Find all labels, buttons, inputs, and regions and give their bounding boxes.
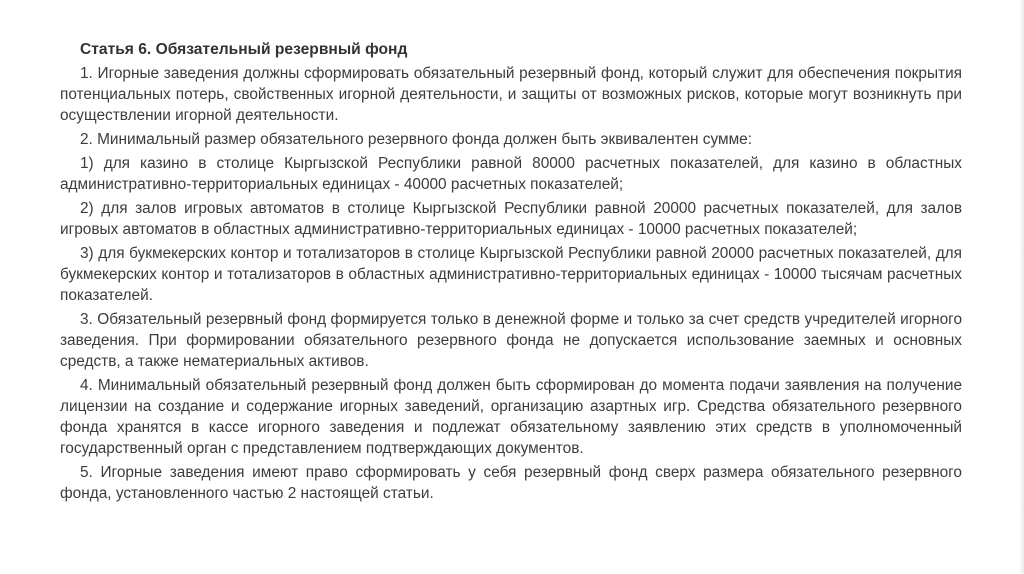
paragraph-2-item-2: 2) для залов игровых автоматов в столице Кыргызской Республики равной 20000 расчетных показателей, для залов игровых автоматов в областных административно-территориальных единицах - 10000 расчетных показателей;	[60, 200, 962, 238]
paragraph-3: 3. Обязательный резервный фонд формируется только в денежной форме и только за счет средств учредителей игорного заведения. При формировании обязательного резервного фонда не допускается использование заемных и основных средств, а также нематериальных активов.	[60, 311, 962, 370]
paragraph-1: 1. Игорные заведения должны сформировать обязательный резервный фонд, который служит для обеспечения покрытия потенциальных потерь, свойственных игорной деятельности, и защиты от возможных рисков, которые могут возникнуть при осуществлении игорной деятельности.	[60, 65, 962, 124]
document-body	[60, 39, 962, 507]
paragraph-2: 2. Минимальный размер обязательного резервного фонда должен быть эквивалентен сумме:	[80, 131, 753, 148]
paragraph-4: 4. Минимальный обязательный резервный фонд должен быть сформирован до момента подачи заявления на получение лицензии на создание и содержание игорных заведений, организацию азартных игр. Средства обязательного резервного фонда хранятся в кассе игорного заведения и подлежат обязательному заявлению этих средств в уполномоченный государственный орган с представлением подтверждающих документов.	[60, 377, 962, 457]
page-edge-shadow	[1019, 0, 1024, 574]
paragraph-2-item-1: 1) для казино в столице Кыргызской Республики равной 80000 расчетных показателей, для казино в областных административно-территориальных единицах - 40000 расчетных показателей;	[60, 155, 962, 193]
paragraph-2-item-3: 3) для букмекерских контор и тотализаторов в столице Кыргызской Республики равной 20000 расчетных показателей, для букмекерских контор и тотализаторов в областных административно-территориальных единицах - 10000 тысячам расчетных показателей.	[60, 245, 962, 304]
article-title: Статья 6. Обязательный резервный фонд	[80, 41, 408, 58]
paragraph-5: 5. Игорные заведения имеют право сформировать у себя резервный фонд сверх размера обязательного резервного фонда, установленного частью 2 настоящей статьи.	[60, 464, 962, 502]
